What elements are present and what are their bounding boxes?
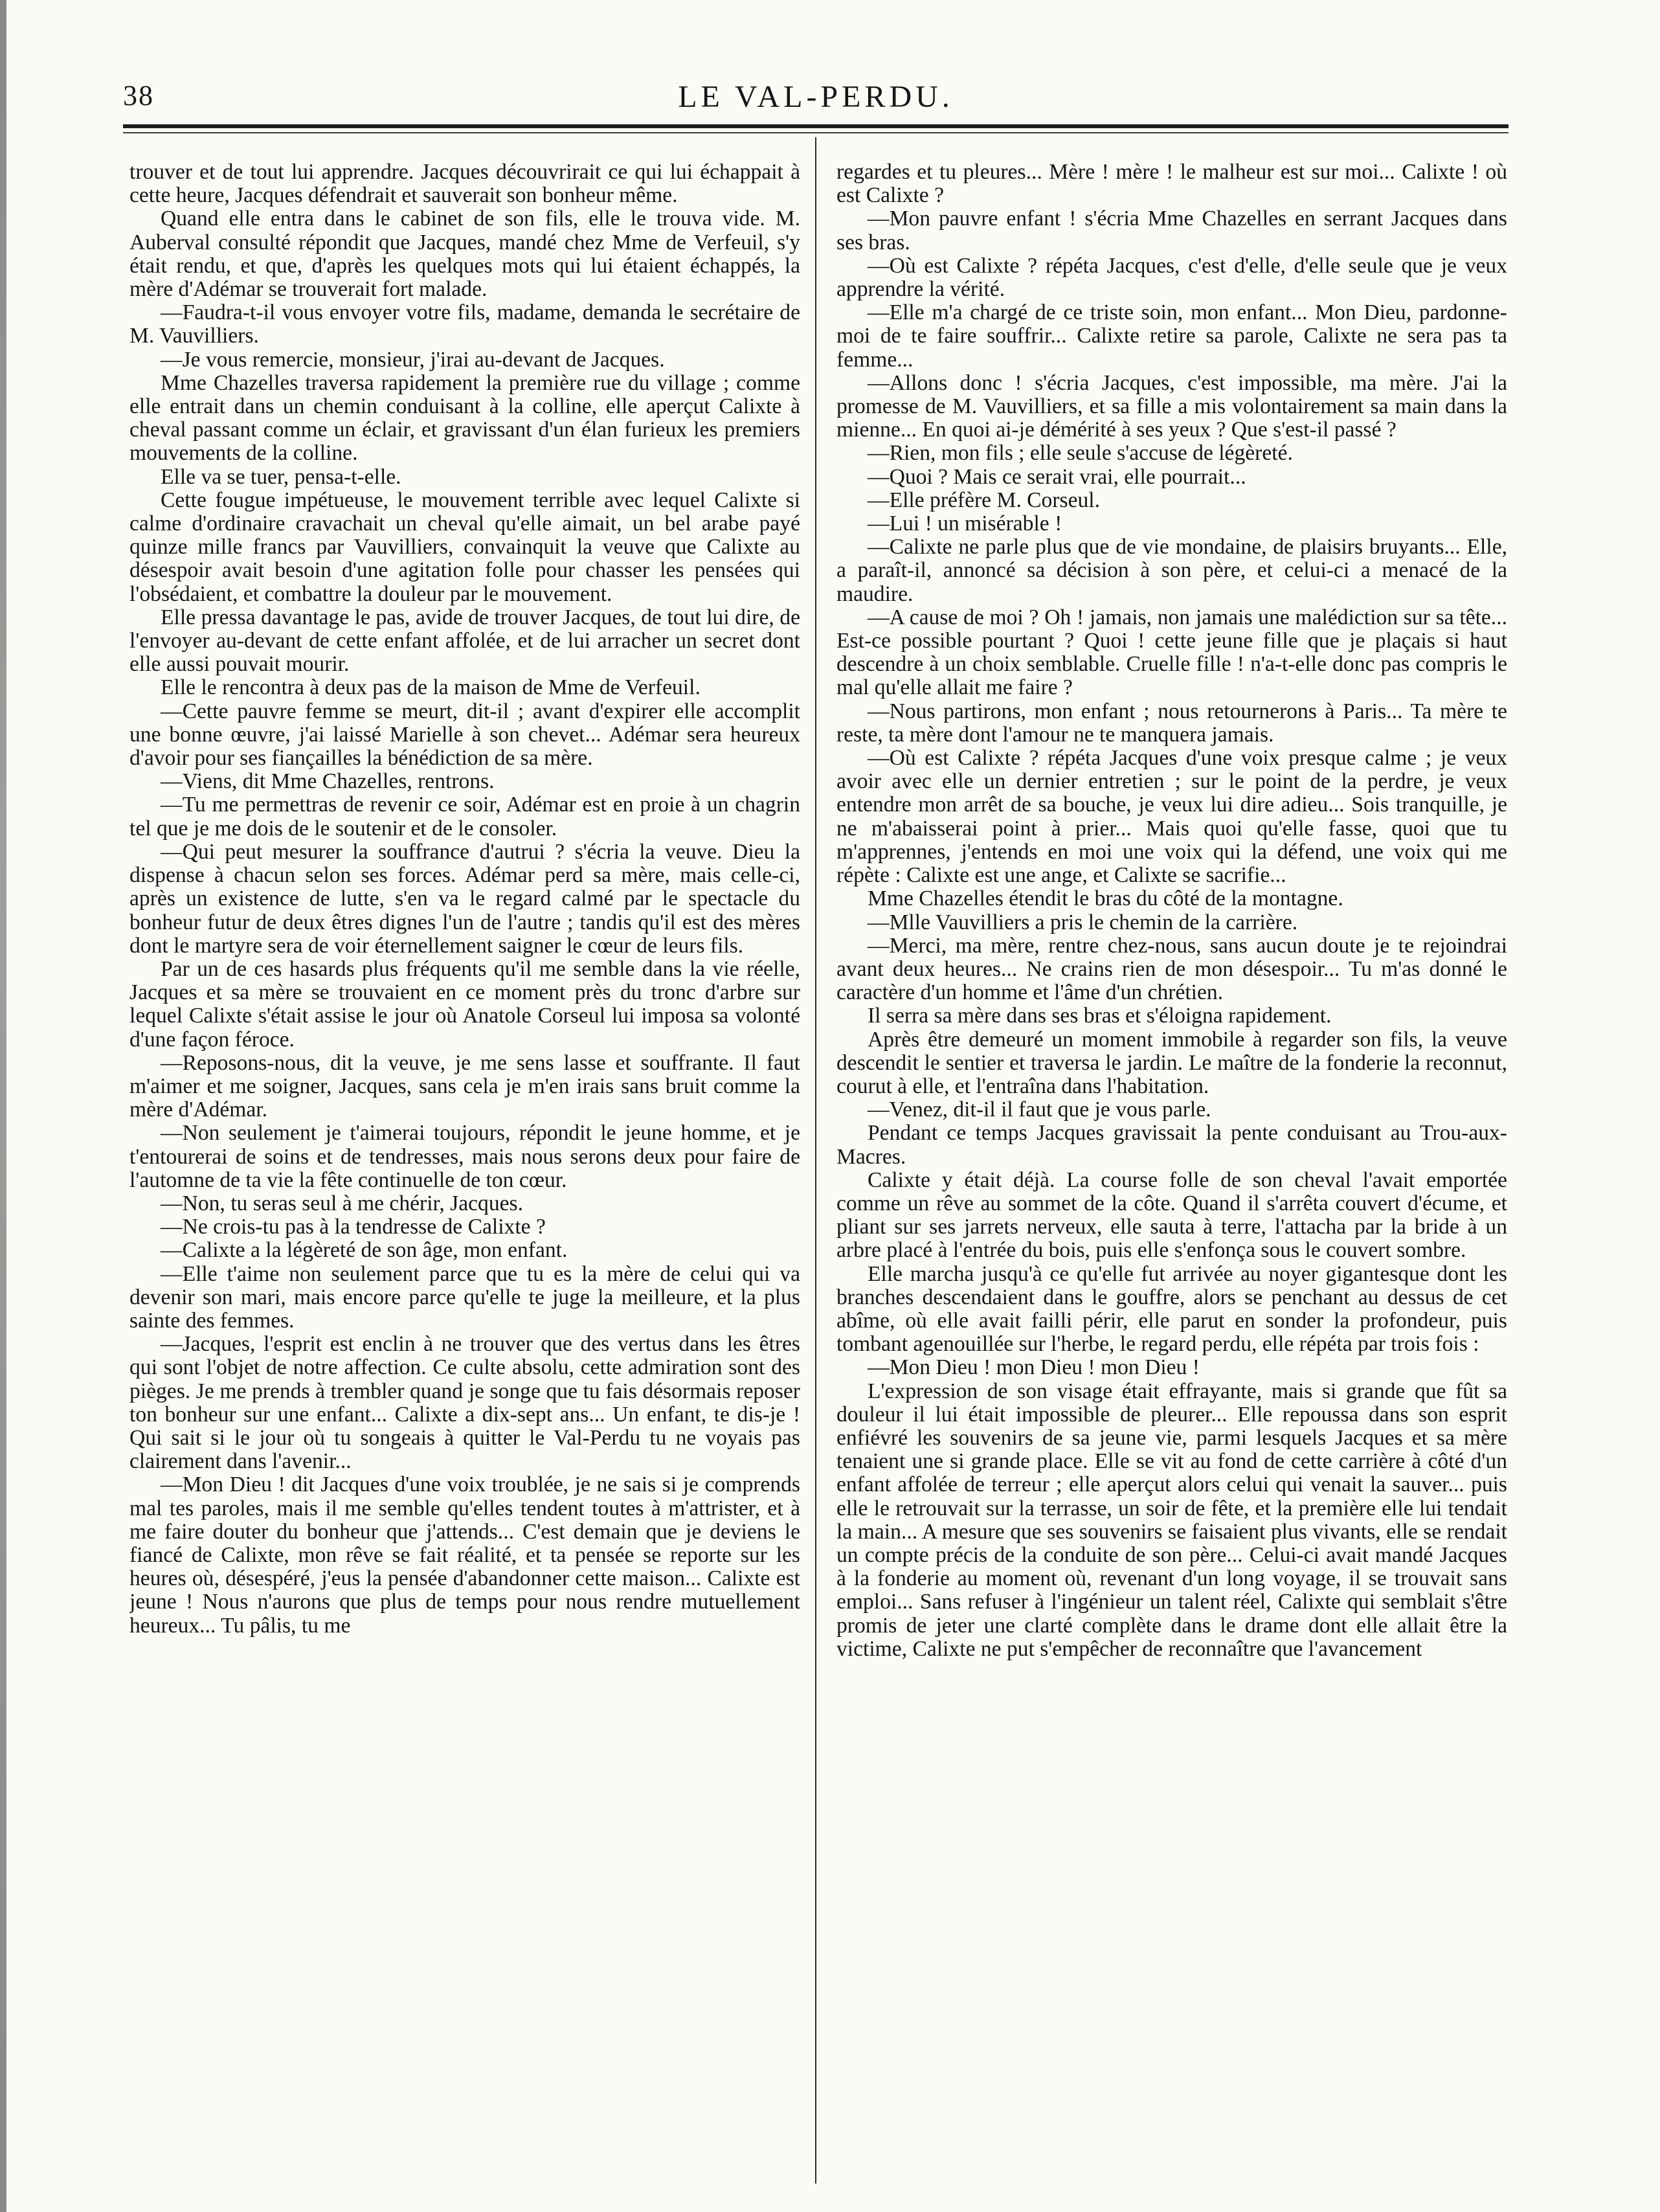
paragraph: Pendant ce temps Jacques gravissait la pente conduisant au Trou-aux-Macres. [836, 1121, 1507, 1169]
paragraph: —Calixte ne parle plus que de vie mondaine, de plaisirs bruyants... Elle, a paraît-il, annoncé sa décision à son père, et celui-ci a menacé de la maudire. [836, 535, 1507, 606]
paragraph: regardes et tu pleures... Mère ! mère ! le malheur est sur moi... Calixte ! où est Calixte ? [836, 161, 1507, 208]
page-header [123, 79, 1509, 124]
left-column [129, 161, 800, 2194]
paragraph: —Non seulement je t'aimerai toujours, répondit le jeune homme, et je t'entourerai de soins et de tendresses, mais nous serons deux pour faire de l'automne de ta vie la fête continuelle de ton cœur. [129, 1121, 800, 1192]
running-title: LE VAL-PERDU. [678, 80, 954, 114]
paragraph: —Elle préfère M. Corseul. [868, 488, 1100, 512]
paragraph: Quand elle entra dans le cabinet de son fils, elle le trouva vide. M. Auberval consulté répondit que Jacques, mandé chez Mme de Verfeuil, s'y était rendu, et que, d'après les quelques mots qui lui étaient échappés, la mère d'Adémar se trouverait fort malade. [129, 207, 800, 302]
paragraph: —Merci, ma mère, rentre chez-nous, sans aucun doute je te rejoindrai avant deux heures... Ne crains rien de mon désespoir... Tu m'as donné le caractère d'un homme et l'âme d'un chrétien. [836, 933, 1507, 1005]
paragraph: —Quoi ? Mais ce serait vrai, elle pourrait... [868, 464, 1246, 489]
right-column [836, 161, 1507, 2194]
header-rule [123, 124, 1509, 128]
paragraph: —Faudra-t-il vous envoyer votre fils, madame, demanda le secrétaire de M. Vauvilliers. [129, 300, 800, 348]
paragraph: Elle marcha jusqu'à ce qu'elle fut arrivée au noyer gigantesque dont les branches descendaient dans le gouffre, alors se penchant au dessus de cet abîme, où elle avait failli périr, elle parut en sonder la profondeur, puis tombant agenouillée sur l'herbe, le regard perdu, elle répéta par trois fois : [836, 1261, 1507, 1357]
paragraph: —Lui ! un misérable ! [868, 512, 1062, 536]
paragraph: —Cette pauvre femme se meurt, dit-il ; avant d'expirer elle accomplit une bonne œuvre, j'ai laissé Marielle à son chevet... Adémar sera heureux d'avoir pour ses fiançailles la bénédiction de sa mère. [129, 699, 800, 771]
page-edge-mark [0, 0, 6, 2212]
paragraph: —Viens, dit Mme Chazelles, rentrons. [161, 769, 495, 794]
paragraph: —A cause de moi ? Oh ! jamais, non jamais une malédiction sur sa tête... Est-ce possible pourtant ? Quoi ! cette jeune fille que je plaçais si haut descendre à un choix semblable. Cruelle fille ! n'a-t-elle donc pas compris le mal qu'elle allait me faire ? [836, 605, 1507, 700]
page-number: 38 [123, 80, 154, 111]
paragraph: Par un de ces hasards plus fréquents qu'il me semble dans la vie réelle, Jacques et sa mère se trouvaient en ce moment près du tronc d'arbre sur lequel Calixte s'était assise le jour où Anatole Corseul lui imposa sa volonté d'une façon féroce. [129, 956, 800, 1052]
paragraph: —Tu me permettras de revenir ce soir, Adémar est en proie à un chagrin tel que je me dois de le soutenir et de le consoler. [129, 793, 800, 841]
paragraph: Mme Chazelles étendit le bras du côté de la montagne. [868, 886, 1343, 911]
paragraph: —Mon Dieu ! mon Dieu ! mon Dieu ! [868, 1355, 1200, 1380]
paragraph: —Venez, dit-il il faut que je vous parle. [868, 1098, 1211, 1122]
paragraph: Après être demeuré un moment immobile à regarder son fils, la veuve descendit le sentier et traversa le jardin. Le maître de la fonderie la reconnut, courut à elle, et l'entraîna dans l'habitation. [836, 1027, 1507, 1098]
paragraph: trouver et de tout lui apprendre. Jacques découvrirait ce qui lui échappait à cette heure, Jacques défendrait et sauverait son bonheur même. [129, 161, 800, 208]
paragraph: Calixte y était déjà. La course folle de son cheval l'avait emportée comme un rêve au sommet de la côte. Quand il s'arrêta couvert d'écume, et pliant sur ses jarrets nerveux, elle sauta à terre, l'attacha par la bride à un arbre placé à l'entrée du bois, puis elle s'enfonça sous le couvert sombre. [836, 1168, 1507, 1263]
paragraph: —Ne crois-tu pas à la tendresse de Calixte ? [161, 1215, 546, 1239]
paragraph: Elle va se tuer, pensa-t-elle. [161, 464, 401, 489]
paragraph: —Non, tu seras seul à me chérir, Jacques. [161, 1191, 523, 1215]
paragraph: —Mlle Vauvilliers a pris le chemin de la carrière. [868, 910, 1298, 934]
paragraph: Il serra sa mère dans ses bras et s'éloigna rapidement. [868, 1004, 1332, 1028]
paragraph: Cette fougue impétueuse, le mouvement terrible avec lequel Calixte si calme d'ordinaire cravachait un cheval qu'elle aimait, un bel arabe payé quinze mille francs par Vauvilliers, convainquit la veuve que Calixte au désespoir avait besoin d'une agitation folle pour chasser les pensées qui l'obsédaient, et combattre la douleur par le mouvement. [129, 488, 800, 606]
paragraph: —Reposons-nous, dit la veuve, je me sens lasse et souffrante. Il faut m'aimer et me soigner, Jacques, sans cela je m'en irais sans bruit comme la mère d'Adémar. [129, 1050, 800, 1122]
header-rule-thin [123, 132, 1509, 133]
paragraph: —Où est Calixte ? répéta Jacques d'une voix presque calme ; je veux avoir avec elle un dernier entretien ; sur le point de la perdre, je veux entendre mon arrêt de sa bouche, je veux lui dire adieu... Sois tranquille, je ne m'abaisserai point à prier... Mais quoi qu'elle fasse, quoi que tu m'apprennes, j'entends en moi une voix qui la défend, une voix qui me répète : Calixte est une ange, et Calixte se sacrifie... [836, 746, 1507, 888]
paragraph: —Allons donc ! s'écria Jacques, c'est impossible, ma mère. J'ai la promesse de M. Vauvilliers, et sa fille a mis volontairement sa main dans la mienne... En quoi ai-je démérité à ses yeux ? Que s'est-il passé ? [836, 370, 1507, 442]
paragraph: Elle le rencontra à deux pas de la maison de Mme de Verfeuil. [161, 675, 701, 700]
paragraph: —Mon pauvre enfant ! s'écria Mme Chazelles en serrant Jacques dans ses bras. [836, 207, 1507, 254]
paragraph: Mme Chazelles traversa rapidement la première rue du village ; comme elle entrait dans un chemin conduisant à la colline, elle aperçut Calixte à cheval passant comme un éclair, et gravissant d'un élan furieux les premiers mouvements de la colline. [129, 370, 800, 466]
paragraph: L'expression de son visage était effrayante, mais si grande que fût sa douleur il lui était impossible de pleurer... Elle repoussa dans son esprit enfiévré les souvenirs de sa jeune vie, parmi lesquels Jacques et sa mère tenaient une si grande place. Elle se vit au fond de cette carrière à côté d'un enfant affolée de terreur ; elle aperçut alors celui qui venait la sauver... puis elle le retrouvait sur la terrasse, un soir de fête, et la première elle lui tendait la main... A mesure que ses souvenirs se faisaient plus vivants, elle se rendait un compte précis de la conduite de son père... Celui-ci avait mandé Jacques à la fonderie au moment où, revenant d'un long voyage, il se trouvait sans emploi... Sans refuser à l'ingénieur un talent réel, Calixte qui semblait s'être promis de jeter une clarté complète dans le drame dont elle allait être la victime, Calixte ne put s'empêcher de reconnaître que l'avancement [836, 1379, 1507, 1661]
paragraph: —Nous partirons, mon enfant ; nous retournerons à Paris... Ta mère te reste, ta mère dont l'amour ne te manquera jamais. [836, 699, 1507, 747]
paragraph: —Elle m'a chargé de ce triste soin, mon enfant... Mon Dieu, pardonne-moi de te faire souffrir... Calixte retire sa parole, Calixte ne sera pas ta femme... [836, 300, 1507, 372]
paragraph: —Jacques, l'esprit est enclin à ne trouver que des vertus dans les êtres qui sont l'objet de notre affection. Ce culte absolu, cette admiration sont des pièges. Je me prends à trembler quand je songe que tu fais désormais reposer ton bonheur sur une enfant... Calixte a dix-sept ans... Un enfant, te dis-je ! Qui sait si le jour où tu songeais à quitter le Val-Perdu tu ne voyais pas clairement dans l'avenir... [129, 1332, 800, 1474]
paragraph: —Où est Calixte ? répéta Jacques, c'est d'elle, d'elle seule que je veux apprendre la vérité. [836, 253, 1507, 302]
column-divider [815, 137, 816, 2184]
paragraph: —Rien, mon fils ; elle seule s'accuse de légèreté. [868, 441, 1293, 466]
paragraph: Elle pressa davantage le pas, avide de trouver Jacques, de tout lui dire, de l'envoyer au-devant de cette enfant affolée, et de lui arracher un secret dont elle aussi pouvait mourir. [129, 605, 800, 677]
paragraph: —Elle t'aime non seulement parce que tu es la mère de celui qui va devenir son mari, mais encore parce qu'elle te juge la meilleure, et la plus sainte des femmes. [129, 1261, 800, 1333]
paragraph: —Mon Dieu ! dit Jacques d'une voix troublée, je ne sais si je comprends mal tes paroles, mais il me semble qu'elles tendent toutes à m'attrister, et à me faire douter du bonheur que j'attends... C'est demain que je deviens le fiancé de Calixte, mon rêve se fait réalité, et ta pensée se reporte sur les heures où, désespéré, j'eus la pensée d'abandonner cette maison... Calixte est jeune ! Nous n'aurons que plus de temps pour nous rendre mutuellement heureux... Tu pâlis, tu me [129, 1473, 800, 1638]
paragraph: —Calixte a la légèreté de son âge, mon enfant. [161, 1238, 568, 1263]
paragraph: —Qui peut mesurer la souffrance d'autrui ? s'écria la veuve. Dieu la dispense à chacun selon ses forces. Adémar perd sa mère, mais celle-ci, après un existence de lutte, s'en va le regard calmé par le spectacle du bonheur futur de deux êtres dignes l'un de l'autre ; tandis qu'il est des mères dont le martyre sera de voir éternellement saigner le cœur de leurs fils. [129, 839, 800, 958]
paragraph: —Je vous remercie, monsieur, j'irai au-devant de Jacques. [161, 347, 665, 372]
